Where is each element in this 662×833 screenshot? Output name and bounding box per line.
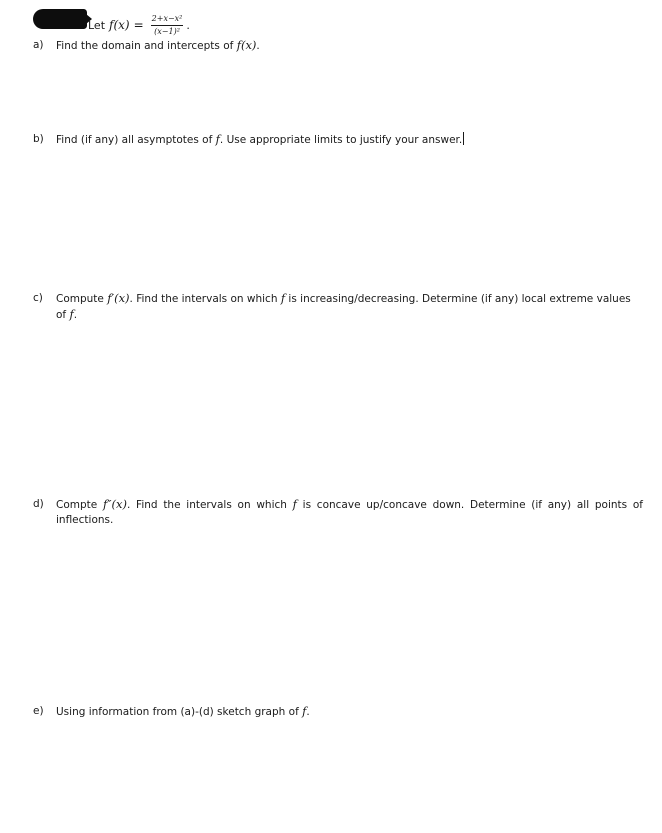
math-run: f″(x) <box>102 497 127 511</box>
text-run: . <box>256 40 260 52</box>
question-text <box>56 38 643 54</box>
redacted-question-number <box>33 9 87 29</box>
math-run: f <box>302 704 307 718</box>
math-run: f <box>280 291 286 305</box>
intro-period: . <box>186 18 190 32</box>
text-run: Compute <box>56 293 108 305</box>
function-definition <box>88 10 190 40</box>
text-run: Find the domain and intercepts of <box>56 40 237 52</box>
function-name: f(x) <box>109 18 130 32</box>
question-letter: e) <box>33 705 44 717</box>
text-run: Compte <box>56 499 103 511</box>
math-run: f <box>292 497 297 511</box>
math-run: f′(x) <box>107 291 130 305</box>
question-letter: c) <box>33 292 43 304</box>
intro-lead: Let <box>88 18 106 32</box>
text-run: is concave up/concave down. Determine (if any) all points of inflections. <box>56 499 643 526</box>
math-run: f(x) <box>236 38 257 52</box>
text-run: . Find the intervals on which <box>129 293 281 305</box>
text-run: . Find the intervals on which <box>126 499 293 511</box>
question-letter: d) <box>33 498 44 510</box>
text-run: is increasing/decreasing. Determine (if any) local extreme values of <box>56 293 631 321</box>
question-c <box>33 291 643 323</box>
fraction-denominator: (x−1)² <box>154 26 180 36</box>
text-run: . <box>306 706 310 718</box>
question-text <box>56 291 643 323</box>
text-cursor <box>463 132 464 145</box>
question-text <box>56 497 643 528</box>
question-b <box>33 132 643 148</box>
text-run: Find (if any) all asymptotes of <box>56 134 216 146</box>
question-letter: a) <box>33 39 44 51</box>
math-run: f <box>69 307 74 321</box>
question-a <box>33 38 643 54</box>
text-run: Using information from (a)-(d) sketch graph of <box>56 706 303 718</box>
math-run: f <box>215 132 220 146</box>
question-text[interactable] <box>56 132 643 148</box>
text-run: . <box>73 309 78 321</box>
question-text <box>56 704 643 720</box>
question-e <box>33 704 643 720</box>
equals-sign: = <box>133 18 144 32</box>
question-d <box>33 497 643 528</box>
function-fraction <box>151 15 184 36</box>
text-run: . Use appropriate limits to justify your answer. <box>219 134 463 146</box>
fraction-numerator: 2+x−x² <box>151 15 184 26</box>
question-letter: b) <box>33 133 44 145</box>
